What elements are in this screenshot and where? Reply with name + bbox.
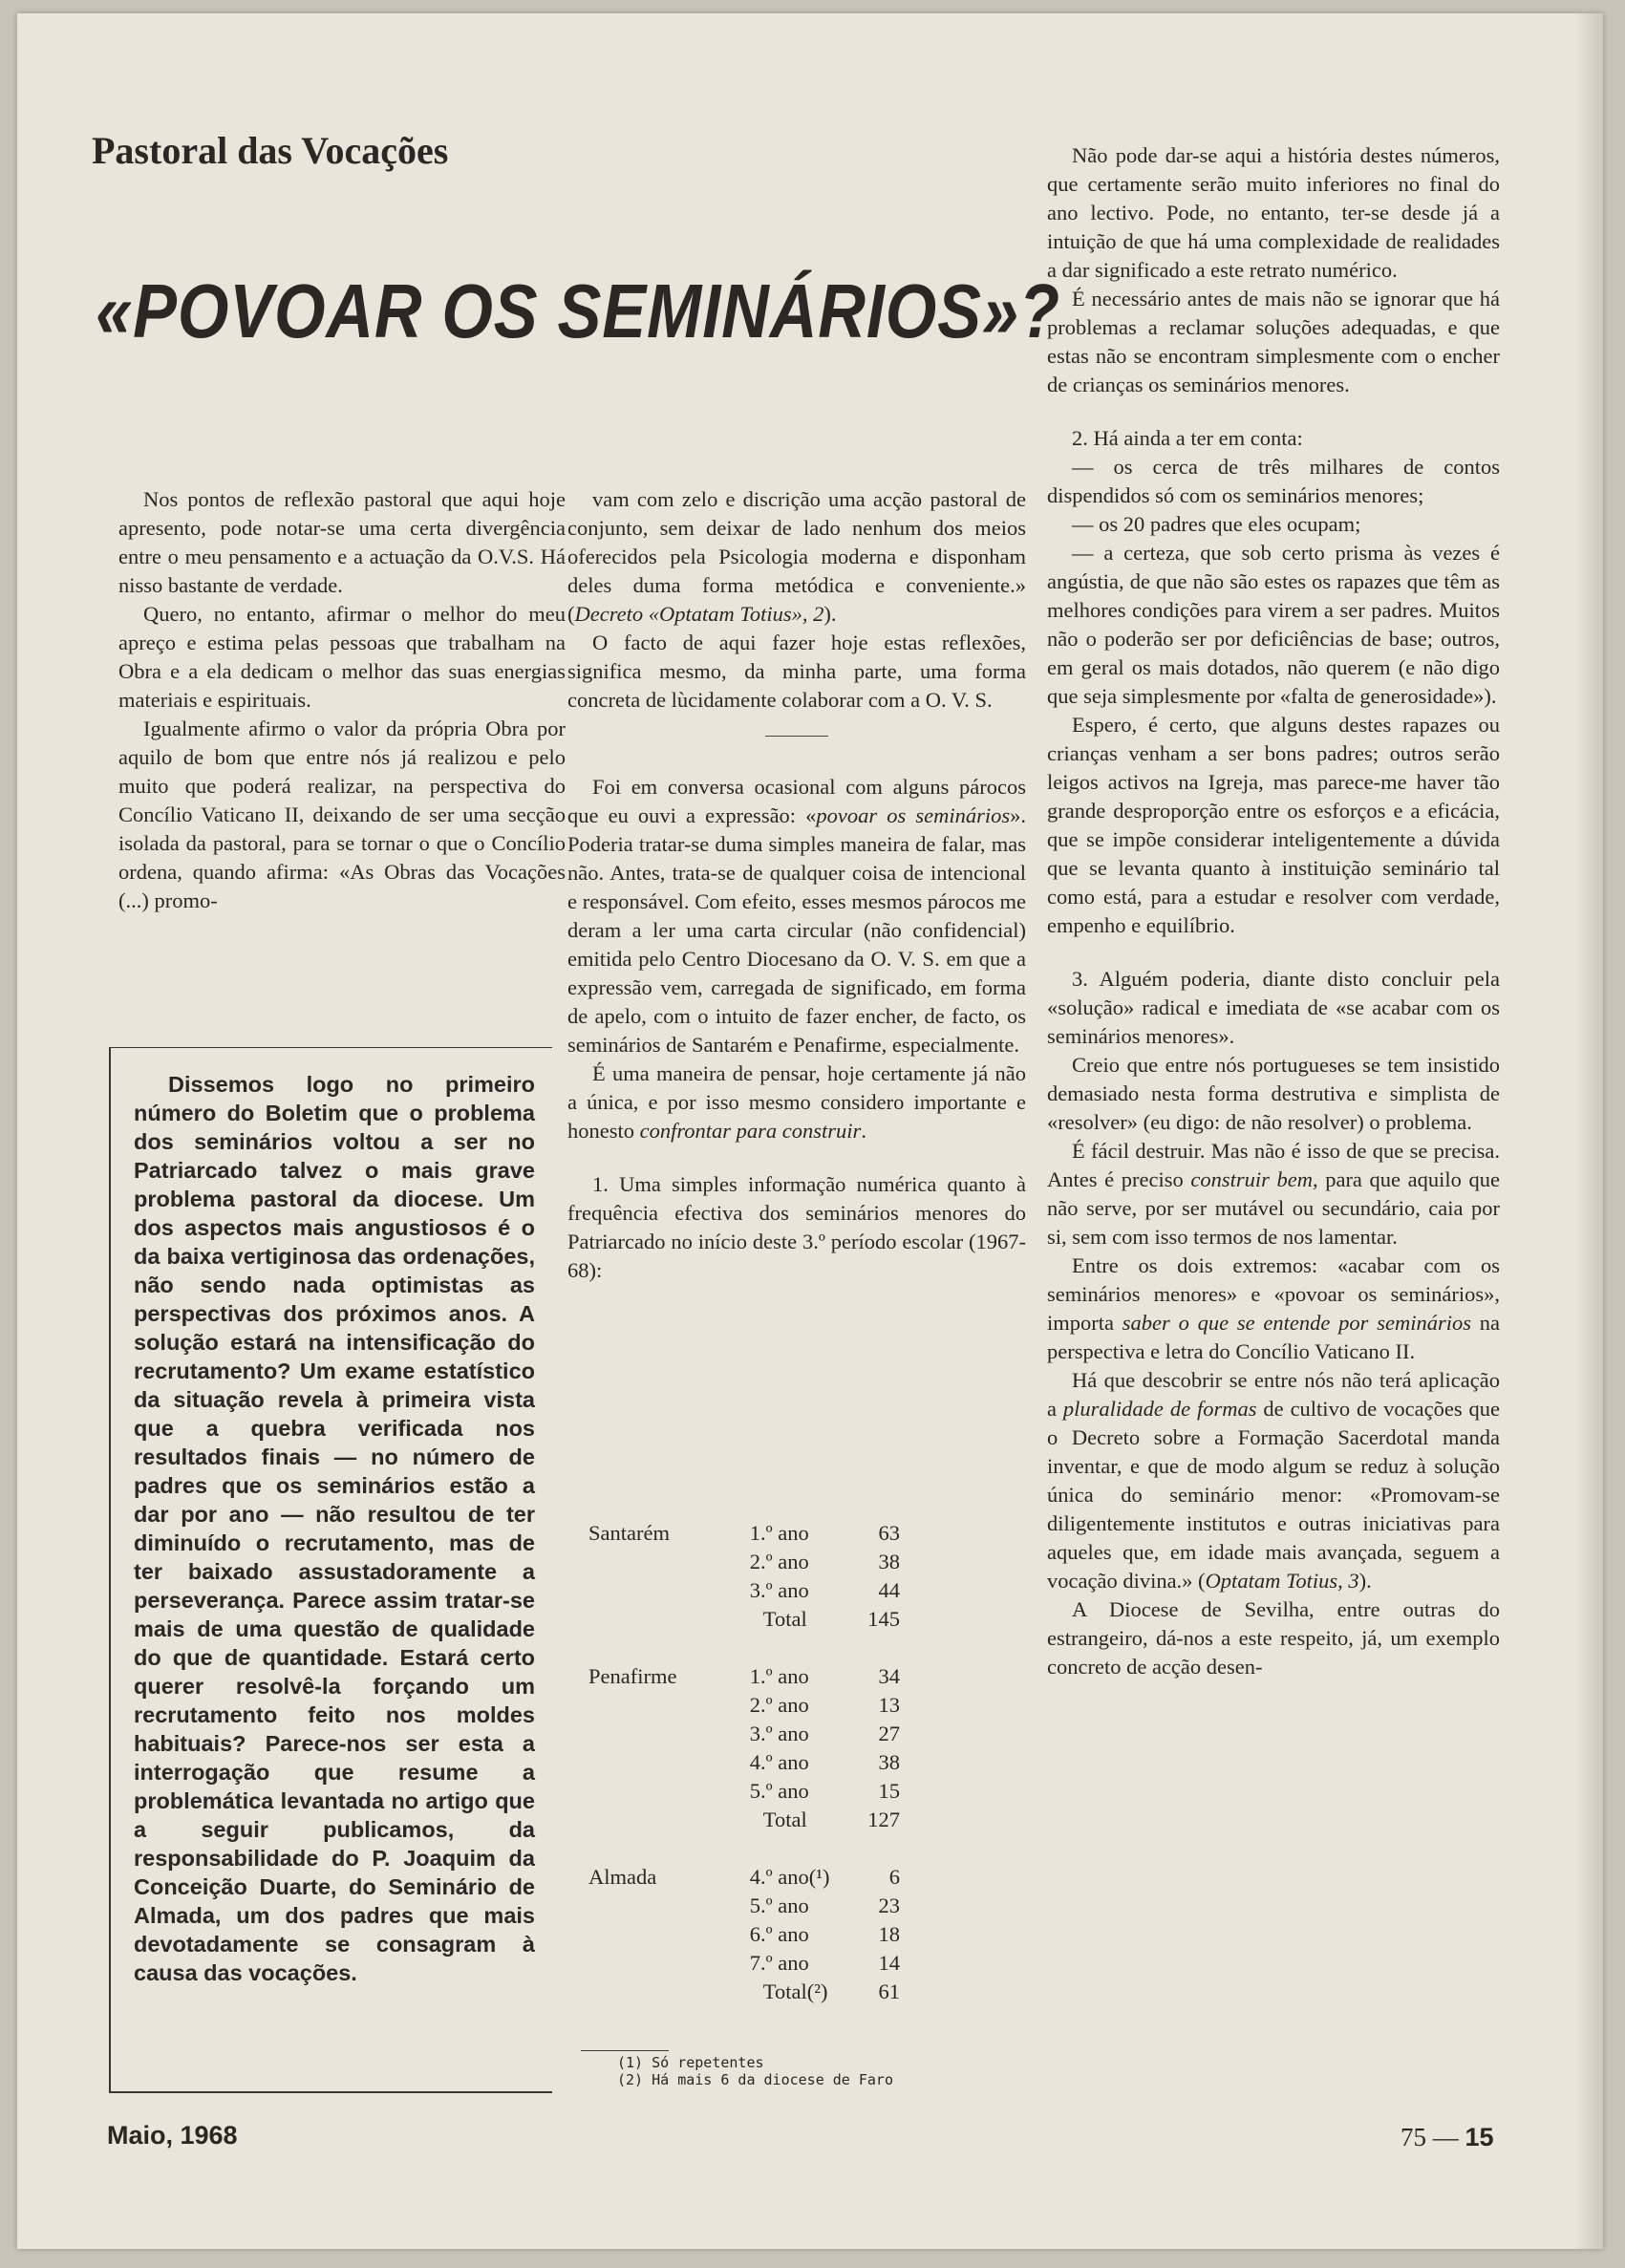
year-cell: 4.º ano(¹): [749, 1865, 830, 1889]
page-edge: [1574, 13, 1603, 2249]
paragraph: O facto de aqui fazer hoje estas reflexões, significa mesmo, da minha parte, uma forma concreta de lùcidamente colaborar com a O. V. S.: [567, 631, 1026, 712]
table-spacer: [588, 1636, 932, 1664]
text-run: vam com zelo e discrição uma acção pastoral de conjunto, sem deixar de lado nenhum dos meios oferecidos pela Psicologia moderna e disponham deles duma forma metódica e conveniente.» (: [567, 487, 1026, 626]
table-row: [588, 1779, 932, 1808]
count-cell: 34: [878, 1664, 900, 1688]
paragraph: É necessário antes de mais não se ignorar que há problemas a reclamar soluções adequadas, e que estas não se encontram simplesmente com o encher de crianças os seminários menores.: [1047, 287, 1500, 396]
count-cell: 27: [878, 1722, 900, 1745]
article-title: «POVOAR OS SEMINÁRIOS»?: [96, 268, 1060, 353]
emphasis: pluralidade de formas: [1062, 1397, 1257, 1421]
count-cell: 38: [878, 1550, 900, 1573]
footnote-rule: [581, 2050, 669, 2051]
footnote: (1) Só repetentes: [617, 2054, 764, 2071]
paragraph: A Diocese de Sevilha, entre outras do estrangeiro, dá-nos a este respeito, já, um exemplo concreto de acção desen-: [1047, 1597, 1500, 1679]
text-run: ». Poderia tratar-se duma simples maneira de falar, mas não. Antes, trata-se de qualquer coisa de intencional e responsável. Com efeito, esses mesmos párocos me deram a ler uma carta circular (não confidencial) emitida pelo Centro Diocesano da O. V. S. em que a expressão vem, carregada de significado, em forma de apelo, com o intuito de fazer encher, de facto, os seminários de Santarém e Penafirme, especialmente.: [567, 803, 1026, 1057]
paragraph: [567, 485, 1026, 629]
total-label: Total: [762, 1808, 807, 1831]
page-number-right: 15: [1465, 2123, 1494, 2151]
page-number-left: 75 —: [1400, 2123, 1459, 2151]
text-run: ).: [1358, 1569, 1372, 1593]
total-value: 61: [878, 1979, 900, 2003]
seminary-name: Almada: [588, 1865, 657, 1889]
emphasis: povoar os seminários: [816, 803, 1011, 827]
table-row: [588, 1951, 932, 1979]
table-row: [588, 1750, 932, 1779]
text-run: É fácil destruir. Mas não é isso de que se precisa. Antes é preciso: [1047, 1139, 1500, 1191]
table-row: [588, 1693, 932, 1722]
text-run: É uma maneira de pensar, hoje certamente já não a única, e por isso mesmo considero importante e honesto: [567, 1061, 1026, 1143]
paragraph: Igualmente afirmo o valor da própria Obra por aquilo de bom que entre nós já realizou e pelo muito que poderá realizar, na perspectiva do Concílio Vaticano II, deixando de ser uma secção isolada da pastoral, para se tornar o que o Concílio ordena, quando afirma: «As Obras das Vocações (...) promo-: [118, 717, 566, 912]
total-value: 127: [867, 1808, 900, 1831]
paragraph: Nos pontos de reflexão pastoral que aqui hoje apresento, pode notar-se uma certa divergência entre o meu pensamento e a actuação da O.V.S. Há nisso bastante de verdade.: [118, 487, 566, 597]
footnotes: [617, 2054, 1018, 2088]
column-middle: [567, 485, 1026, 1285]
paragraph: Espero, é certo, que alguns destes rapazes ou crianças venham a ser bons padres; outros serão leigos activos na Igreja, mas parece-me haver tão grande desproporção entre os esforços e a eficácia, que se impõe considerar inteligentemente a dúvida que se levanta quanto à instituição seminário tal como está, para a estudar e resolver com verdade, empenho e equilíbrio.: [1047, 713, 1500, 937]
emphasis: saber o que se entende por seminários: [1122, 1311, 1471, 1335]
table-row: [588, 1521, 932, 1550]
text-run: de cultivo de vocações que o Decreto sobre a Formação Sacerdotal manda inventar, e que de modo algum se reduz à solução única do seminário menor: «Promovam-se diligentemente institutos e outras iniciativas para aqueles que, em idade mais avançada, seguem a vocação divina.» (: [1047, 1397, 1500, 1593]
paragraph: — os cerca de três milhares de contos dispendidos só com os seminários menores;: [1047, 455, 1500, 507]
table-row-total: [588, 1979, 932, 2008]
year-cell: 1.º ano: [749, 1521, 809, 1545]
emphasis: construir bem: [1190, 1167, 1313, 1191]
count-cell: 14: [878, 1951, 900, 1975]
table-row: [588, 1722, 932, 1750]
count-cell: 44: [878, 1578, 900, 1602]
year-cell: 3.º ano: [749, 1722, 809, 1745]
count-cell: 15: [878, 1779, 900, 1803]
paragraph: [1047, 1137, 1500, 1252]
table-row: [588, 1550, 932, 1578]
citation: Optatam Totius, 3: [1205, 1569, 1359, 1593]
text-run: ).: [823, 602, 837, 626]
paragraph: Quero, no entanto, afirmar o melhor do meu apreço e estima pelas pessoas que trabalham na Obra e a ela dedicam o melhor das suas energias materiais e espirituais.: [118, 602, 566, 712]
year-cell: 5.º ano: [749, 1779, 809, 1803]
total-label: Total: [762, 1607, 807, 1631]
count-cell: 38: [878, 1750, 900, 1774]
table-row-total: [588, 1607, 932, 1636]
text-run: .: [861, 1119, 866, 1143]
total-value: 145: [867, 1607, 900, 1631]
paragraph: [1047, 1252, 1500, 1366]
table-row: [588, 1894, 932, 1922]
paragraph: 3. Alguém poderia, diante disto concluir pela «solução» radical e imediata de «se acabar com os seminários menores».: [1047, 967, 1500, 1048]
column-left: [118, 485, 566, 915]
text-run: Há que descobrir se entre nós não terá aplicação a: [1047, 1368, 1500, 1421]
table-row: [588, 1865, 932, 1894]
text-run: Entre os dois extremos: «acabar com os seminários menores» e «povoar os seminários», importa: [1047, 1253, 1500, 1335]
table-row: [588, 1578, 932, 1607]
paragraph: [567, 773, 1026, 1059]
paragraph: Creio que entre nós portugueses se tem insistido demasiado nesta forma destrutiva e simplista de «resolver» (eu digo: de não resolver) o problema.: [1047, 1053, 1500, 1134]
paragraph: [567, 1059, 1026, 1145]
text-run: na perspectiva e letra do Concílio Vaticano II.: [1047, 1311, 1500, 1363]
spacer: [1047, 399, 1500, 424]
year-cell: 7.º ano: [749, 1951, 809, 1975]
section-separator: [765, 736, 828, 737]
paragraph: — os 20 padres que eles ocupam;: [1072, 512, 1361, 536]
paragraph: Não pode dar-se aqui a história destes números, que certamente serão muito inferiores no final do ano lectivo. Pode, no entanto, ter-se desde já a intuição de que há uma complexidade de realidades a dar significado a este retrato numérico.: [1047, 143, 1500, 282]
table-row: [588, 1664, 932, 1693]
total-label: Total(²): [762, 1979, 828, 2003]
year-cell: 2.º ano: [749, 1693, 809, 1717]
column-right: [1047, 141, 1500, 1681]
count-cell: 13: [878, 1693, 900, 1717]
paragraph: [1047, 1366, 1500, 1595]
emphasis: confrontar para construir: [639, 1119, 862, 1143]
footnote: (2) Há mais 6 da diocese de Faro: [617, 2071, 893, 2088]
year-cell: 4.º ano: [749, 1750, 809, 1774]
table-row-total: [588, 1808, 932, 1836]
editorial-note: Dissemos logo no primeiro número do Boletim que o problema dos seminários voltou a ser no Patriarcado talvez o mais grave problema pastoral da diocese. Um dos aspectos mais angustiosos é o da baixa vertiginosa das ordenações, não sendo nada optimistas as perspectivas dos próximos anos. A solução estará na intensificação do recrutamento? Um exame estatístico da situação revela à primeira vista que a quebra verificada nos resultados finais — no número de padres que os seminários estão a dar por ano — não resultou de ter diminuído o recrutamento, mas de ter baixado assustadoramente a perseverança. Parece assim tratar-se mais de uma questão de qualidade do que de quantidade. Estará certo querer resolvê-la forçando um recrutamento feito nos moldes habituais? Parece-nos ser esta a interrogação que resume a problemática levantada no artigo que a seguir publicamos, da responsabilidade do P. Joaquim da Conceição Duarte, do Seminário de Almada, um dos padres que mais devotadamente se consagram à causa das vocações.: [134, 1072, 535, 1985]
spacer: [567, 1145, 1026, 1170]
count-cell: 23: [878, 1894, 900, 1917]
year-cell: 1.º ano: [749, 1664, 809, 1688]
issue-date: Maio, 1968: [107, 2121, 238, 2150]
table-spacer: [588, 1836, 932, 1865]
year-cell: 5.º ano: [749, 1894, 809, 1917]
count-cell: 63: [878, 1521, 900, 1545]
seminary-name: Santarém: [588, 1521, 670, 1545]
paragraph: 2. Há ainda a ter em conta:: [1072, 426, 1303, 450]
text-run: , para que aquilo que não serve, por ser mutável ou secundário, caia por si, sem com isso termos de nos lamentar.: [1047, 1167, 1500, 1249]
page-number: [1400, 2123, 1494, 2152]
count-cell: 18: [878, 1922, 900, 1946]
text-run: Foi em conversa ocasional com alguns párocos que eu ouvi a expressão: «: [567, 775, 1026, 827]
count-cell: 6: [888, 1865, 900, 1889]
seminary-name: Penafirme: [588, 1664, 677, 1688]
paragraph: 1. Uma simples informação numérica quanto à frequência efectiva dos seminários menores do Patriarcado no início deste 3.º período escolar (1967-68):: [567, 1172, 1026, 1282]
year-cell: 6.º ano: [749, 1922, 809, 1946]
paragraph: — a certeza, que sob certo prisma às vezes é angústia, de que não são estes os rapazes que têm as melhores condições para virem a ser padres. Muitos não o poderão ser por deficiências de base; outros, em geral os mais dotados, não querem (e não digo que seja simplesmente por «falta de generosidade»).: [1047, 541, 1500, 708]
year-cell: 2.º ano: [749, 1550, 809, 1573]
table-row: [588, 1922, 932, 1951]
citation: Decreto «Optatam Totius», 2: [574, 602, 824, 626]
section-title: Pastoral das Vocações: [92, 129, 449, 172]
seminary-stats-table: [588, 1521, 932, 2008]
year-cell: 3.º ano: [749, 1578, 809, 1602]
spacer: [1047, 940, 1500, 965]
